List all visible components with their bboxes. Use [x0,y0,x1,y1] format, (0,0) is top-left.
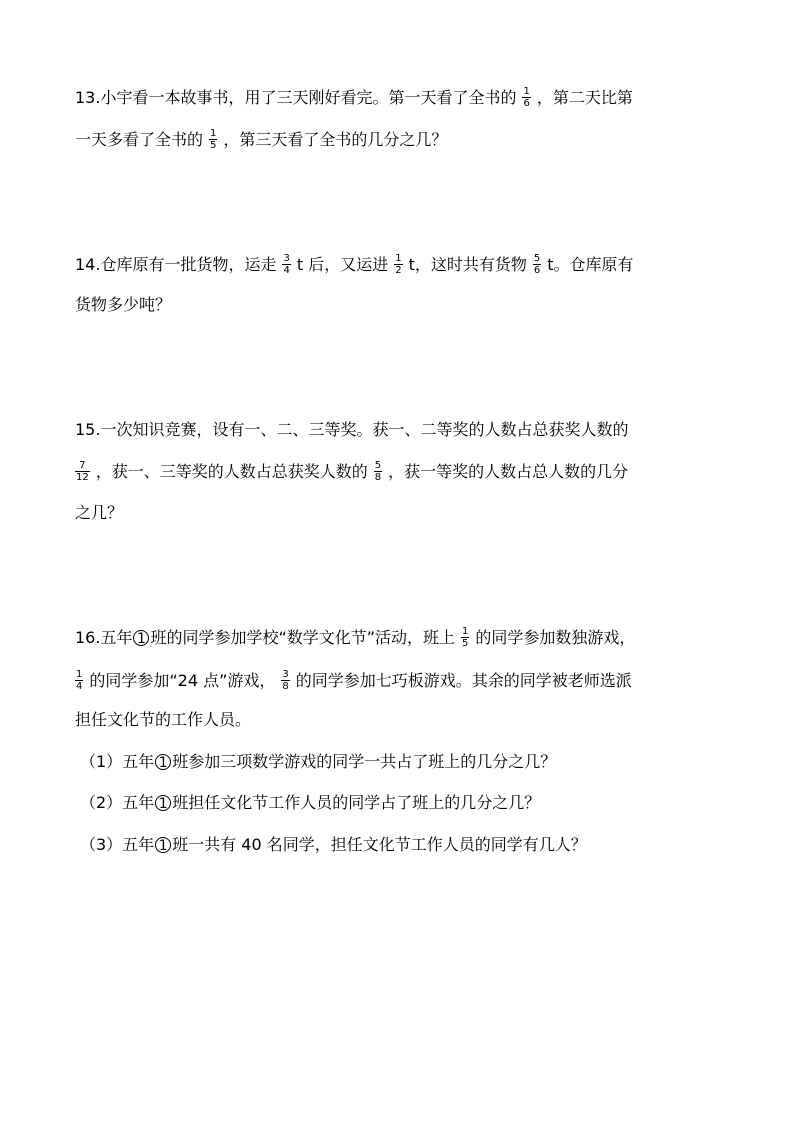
q14-line-1 [75,254,634,274]
fraction-denominator: 5 [210,140,217,151]
fraction [461,626,469,649]
fraction-denominator: 5 [462,638,469,649]
fraction-denominator: 2 [395,265,402,276]
fraction [282,253,290,276]
q14-text: 14.仓库原有一批货物，运走 [75,255,277,274]
q13-text: 13.小宇看一本故事书，用了三天刚好看完。第一天看了全书的 [75,88,517,107]
circled-number: 1 [133,630,149,646]
q14-text: t，这时共有货物 [408,255,527,274]
fraction-denominator: 6 [523,98,530,109]
fraction-numerator: 1 [462,626,469,637]
q16-text: 16.五年 [75,628,133,647]
q16-subquestion-1 [80,752,556,772]
circled-number: 1 [155,754,171,770]
q13-text: ，第二天比第 [536,88,633,107]
q16-subquestion-3 [80,835,587,855]
fraction-numerator: 1 [395,253,402,264]
fraction-numerator: 3 [283,253,290,264]
q13-line-1 [75,87,633,107]
q16-text: 的同学参加七巧板游戏。其余的同学被老师选派 [295,671,632,690]
q16-sub-text: 班担任文化节工作人员的同学占了班上的几分之几？ [172,793,541,812]
fraction-numerator: 1 [210,128,217,139]
q16-sub-text: 班一共有 40 名同学，担任文化节工作人员的同学有几人？ [172,835,587,854]
fraction [75,460,90,483]
fraction-numerator: 1 [76,669,83,680]
fraction [281,669,289,692]
q16-sub-text: （2）五年 [80,793,155,812]
q13-line-2 [75,129,447,149]
q16-sub-text: （3）五年 [80,835,155,854]
q13-text: 一天多看了全书的 [75,130,204,149]
q16-sub-text: （1）五年 [80,752,155,771]
q15-text: ，获一、三等奖的人数占总获奖人数的 [95,462,368,481]
q15-text: 之几？ [75,503,124,522]
q13-text: ，第三天看了全书的几分之几？ [223,130,448,149]
q16-text: 的同学参加数独游戏， [475,628,636,647]
fraction-numerator: 1 [523,86,530,97]
fraction [75,669,83,692]
fraction-numerator: 5 [533,253,541,264]
q14-text: t 后，又运进 [296,255,389,274]
circled-number: 1 [155,795,171,811]
q16-text: 班的同学参加学校“数学文化节”活动，班上 [150,628,456,647]
fraction [522,86,530,109]
q14-line-2 [75,295,171,315]
fraction-denominator: 8 [374,472,382,483]
q16-line-3 [75,710,251,730]
q15-text: 15.一次知识竞赛，设有一、二、三等奖。获一、二等奖的人数占总获奖人数的 [75,420,629,439]
fraction-denominator: 6 [533,265,541,276]
circled-number: 1 [155,837,171,853]
fraction-numerator: 3 [282,669,289,680]
fraction [209,128,217,151]
q15-text: ，获一等奖的人数占总人数的几分 [388,462,629,481]
q16-line-2 [75,670,632,690]
q14-text: t。仓库原有 [547,255,634,274]
q15-line-2 [75,461,628,481]
q16-text: 担任文化节的工作人员。 [75,710,252,729]
fraction-numerator: 7 [75,460,90,472]
fraction-denominator: 12 [76,472,89,483]
fraction [394,253,402,276]
q16-line-1 [75,627,635,647]
q16-sub-text: 班参加三项数学游戏的同学一共占了班上的几分之几？ [172,752,557,771]
fraction-denominator: 4 [283,265,290,276]
q16-subquestion-2 [80,793,540,813]
q15-line-1 [75,420,628,440]
q14-text: 货物多少吨？ [75,295,172,314]
fraction-numerator: 5 [374,460,382,471]
fraction-denominator: 8 [282,681,289,692]
q15-line-3 [75,503,123,523]
fraction [533,253,541,276]
fraction-denominator: 4 [76,681,83,692]
fraction [374,460,382,483]
q16-text: 的同学参加“24 点”游戏， [89,671,276,690]
